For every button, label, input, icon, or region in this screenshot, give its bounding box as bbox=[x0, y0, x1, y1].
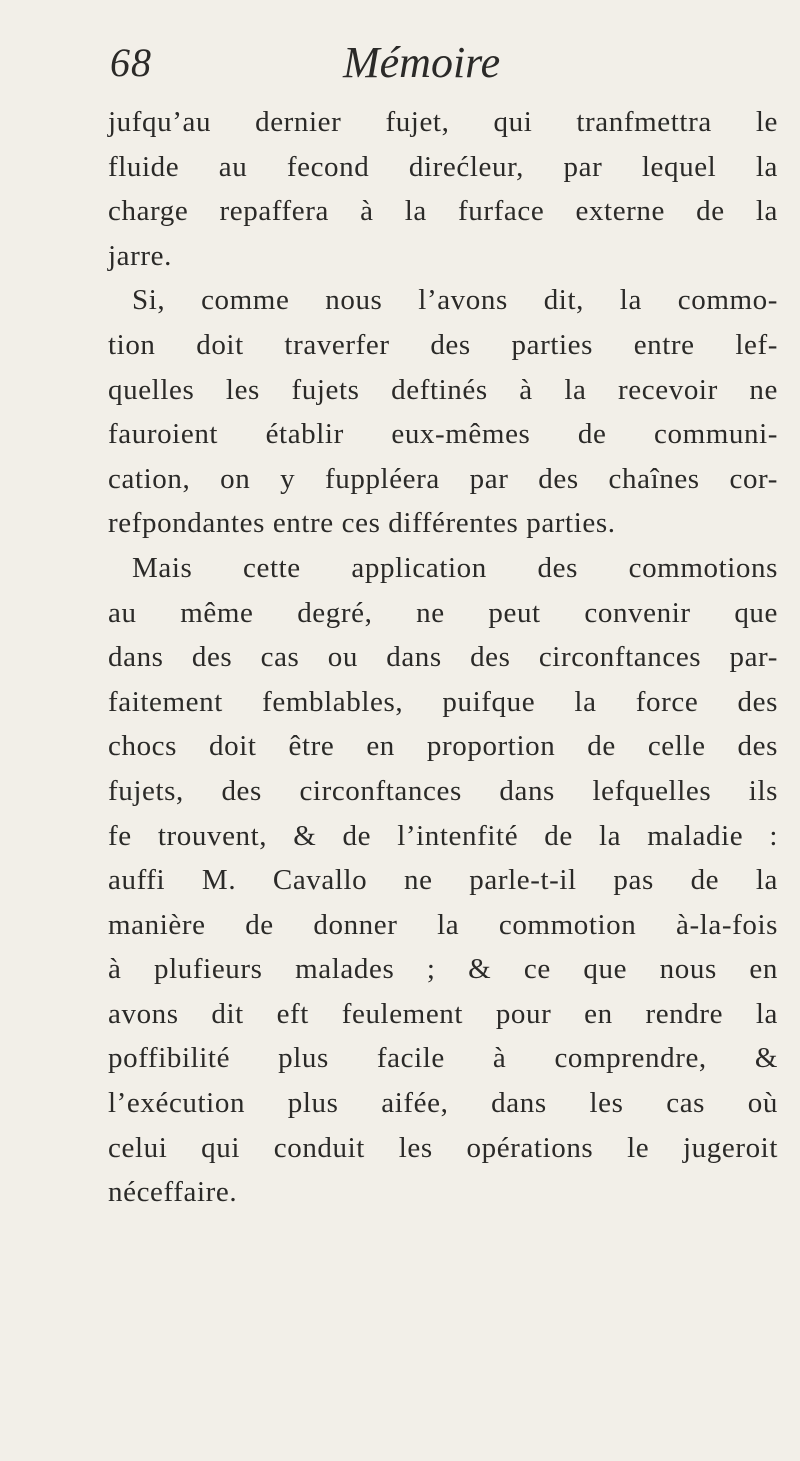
text-line: Si, comme nous l’avons dit, la commo- bbox=[132, 284, 778, 317]
text-line: Mais cette application des commotions bbox=[132, 551, 778, 584]
text-line: charge repaffera à la furface externe de la bbox=[108, 195, 778, 228]
text-line: fauroient établir eux-mêmes de communi- bbox=[108, 418, 778, 451]
text-line: faitement femblables, puifque la force des bbox=[108, 685, 778, 718]
text-line: à plufieurs malades ; & ce que nous en bbox=[108, 953, 778, 986]
text-line: jarre. bbox=[108, 239, 172, 272]
page-number: 68 bbox=[110, 40, 152, 85]
body-text bbox=[108, 100, 778, 1215]
text-line: refpondantes entre ces différentes parties. bbox=[108, 507, 616, 540]
text-line: avons dit eft feulement pour en rendre la bbox=[108, 997, 778, 1030]
text-line: chocs doit être en proportion de celle des bbox=[108, 730, 778, 763]
running-head: Mémoire bbox=[343, 38, 501, 87]
text-line: celui qui conduit les opérations le jugeroit bbox=[108, 1131, 778, 1164]
text-line: quelles les fujets deftinés à la recevoir ne bbox=[108, 373, 778, 406]
page-header bbox=[0, 38, 800, 98]
text-line: au même degré, ne peut convenir que bbox=[108, 596, 778, 629]
text-line: jufqu’au dernier fujet, qui tranfmettra le bbox=[108, 106, 778, 138]
text-line: fujets, des circonftances dans lefquelles ils bbox=[108, 774, 778, 807]
text-line: manière de donner la commotion à-la-fois bbox=[108, 908, 778, 941]
text-line: cation, on y fuppléera par des chaînes cor- bbox=[108, 462, 778, 495]
text-line: tion doit traverfer des parties entre lef- bbox=[108, 328, 778, 361]
text-line: néceffaire. bbox=[108, 1176, 238, 1209]
text-line: poffibilité plus facile à comprendre, & bbox=[108, 1042, 778, 1075]
text-line: fe trouvent, & de l’intenfité de la maladie : bbox=[108, 819, 778, 852]
text-line: auffi M. Cavallo ne parle-t-il pas de la bbox=[108, 864, 778, 897]
text-line: dans des cas ou dans des circonftances par- bbox=[108, 641, 778, 674]
text-line: fluide au fecond direćleur, par lequel la bbox=[108, 150, 778, 183]
text-line: l’exécution plus aifée, dans les cas où bbox=[108, 1087, 778, 1120]
